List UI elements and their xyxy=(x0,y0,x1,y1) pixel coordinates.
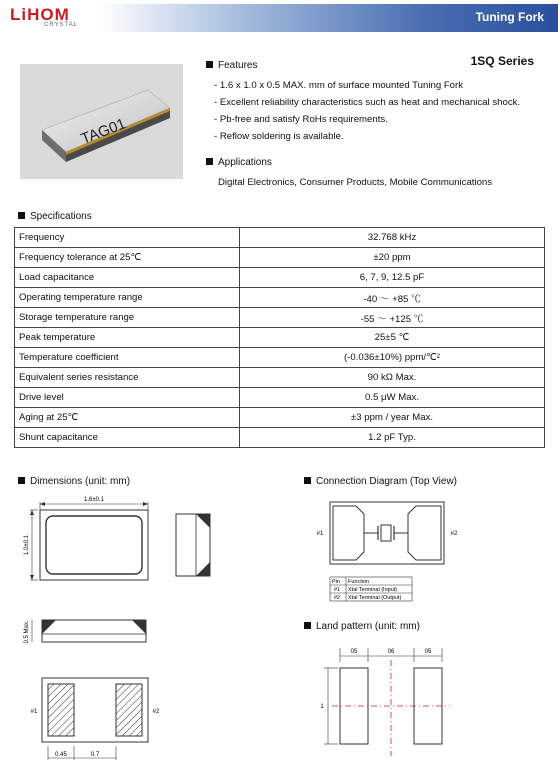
connection-heading-text: Connection Diagram (Top View) xyxy=(316,476,457,487)
connection-heading xyxy=(304,476,457,487)
specifications-table xyxy=(14,227,545,448)
applications-heading-text: Applications xyxy=(218,157,272,168)
bullet-square-icon xyxy=(304,477,311,484)
land-dim-1: 05 xyxy=(350,649,358,655)
feature-item: - Pb-free and satisfy RoHs requirements. xyxy=(214,114,388,125)
table-row xyxy=(15,328,545,348)
spec-param: Aging at 25℃ xyxy=(15,408,240,428)
bullet-square-icon xyxy=(18,477,25,484)
category-title: Tuning Fork xyxy=(475,10,544,24)
spec-param: Frequency tolerance at 25℃ xyxy=(15,248,240,268)
dimensions-drawing xyxy=(0,490,280,768)
specifications-heading-text: Specifications xyxy=(30,211,92,222)
table-row xyxy=(15,268,545,288)
dimensions-heading xyxy=(18,476,130,487)
spec-param: Operating temperature range xyxy=(15,288,240,308)
header xyxy=(0,0,560,34)
brand-logo xyxy=(10,5,78,28)
spec-value: 0.5 μW Max. xyxy=(240,388,545,408)
conn-pin1-label: #1 xyxy=(316,531,324,537)
spec-value: 6, 7, 9, 12.5 pF xyxy=(240,268,545,288)
product-photo xyxy=(20,64,183,179)
dim-height-label: 0.5 Max. xyxy=(24,620,30,644)
bullet-square-icon xyxy=(18,212,25,219)
land-dim-3: 05 xyxy=(424,649,432,655)
land-dim-2: 06 xyxy=(387,649,395,655)
spec-value: 1.2 pF Typ. xyxy=(240,428,545,448)
table-row xyxy=(15,288,545,308)
bullet-square-icon xyxy=(206,158,213,165)
crystal-image xyxy=(20,64,183,179)
table-row xyxy=(15,388,545,408)
series-title: 1SQ Series xyxy=(470,54,534,68)
spec-param: Equivalent series resistance xyxy=(15,368,240,388)
pin-table-cell: #2 xyxy=(334,595,341,601)
spec-param: Drive level xyxy=(15,388,240,408)
spec-value: 90 kΩ Max. xyxy=(240,368,545,388)
dimensions-heading-text: Dimensions (unit: mm) xyxy=(30,476,131,487)
pin-table-cell: #1 xyxy=(334,587,341,593)
table-row xyxy=(15,368,545,388)
logo-subtext: CRYSTAL xyxy=(44,22,79,28)
pin-table-cell: Xtal Terminal (Output) xyxy=(348,595,402,601)
bullet-square-icon xyxy=(206,61,213,68)
table-row xyxy=(15,348,545,368)
table-row xyxy=(15,228,545,248)
specifications-heading xyxy=(18,211,92,222)
pin-table-header: Function xyxy=(348,579,370,585)
features-list xyxy=(214,77,520,145)
spec-value: ±20 ppm xyxy=(240,248,545,268)
pin-table-cell: Xtal Terminal (Input) xyxy=(348,587,398,593)
table-row xyxy=(15,248,545,268)
spec-param: Load capacitance xyxy=(15,268,240,288)
pin-table-header: Pin xyxy=(332,579,340,585)
spec-param: Storage temperature range xyxy=(15,308,240,328)
spec-param: Temperature coefficient xyxy=(15,348,240,368)
connection-diagram xyxy=(300,490,460,610)
features-heading xyxy=(206,60,257,71)
features-heading-text: Features xyxy=(218,60,258,71)
spec-param: Shunt capacitance xyxy=(15,428,240,448)
land-height-label: 1 xyxy=(320,704,324,710)
land-heading-text: Land pattern (unit: mm) xyxy=(316,621,420,632)
land-heading xyxy=(304,621,420,632)
logo-text: LiHOM xyxy=(10,5,70,24)
dim-width-label: 1.0±0.1 xyxy=(24,535,30,555)
feature-item: - Excellent reliability characteristics such as heat and mechanical shock. xyxy=(214,97,521,108)
applications-text: Digital Electronics, Consumer Products, Mobile Communications xyxy=(218,177,493,188)
spec-value: 25±5 ℃ xyxy=(240,328,545,348)
dim-length-label: 1.6±0.1 xyxy=(84,497,104,503)
table-row xyxy=(15,408,545,428)
title-band xyxy=(100,4,558,32)
spec-param: Peak temperature xyxy=(15,328,240,348)
spec-value: -40 ～ +85 ℃ xyxy=(240,288,545,308)
pad-gap-label: 0.7 xyxy=(90,752,100,758)
photo-marking: TAG01 xyxy=(78,115,129,148)
pad-width-label: 0.45 xyxy=(55,752,67,758)
spec-value: (-0.036±10%) ppm/℃² xyxy=(240,348,545,368)
bullet-square-icon xyxy=(304,622,311,629)
land-pattern-drawing xyxy=(300,636,460,766)
conn-pin2-label: #2 xyxy=(450,531,458,537)
spec-value: 32.768 kHz xyxy=(240,228,545,248)
feature-item: - Reflow soldering is available. xyxy=(214,131,344,142)
pin2-label: #2 xyxy=(152,709,160,715)
table-row xyxy=(15,308,545,328)
spec-param: Frequency xyxy=(15,228,240,248)
feature-item: - 1.6 x 1.0 x 0.5 MAX. mm of surface mounted Tuning Fork xyxy=(214,80,464,91)
table-row xyxy=(15,428,545,448)
applications-heading xyxy=(206,157,272,168)
pin1-label: #1 xyxy=(30,709,38,715)
spec-value: -55 ～ +125 ℃ xyxy=(240,308,545,328)
spec-value: ±3 ppm / year Max. xyxy=(240,408,545,428)
